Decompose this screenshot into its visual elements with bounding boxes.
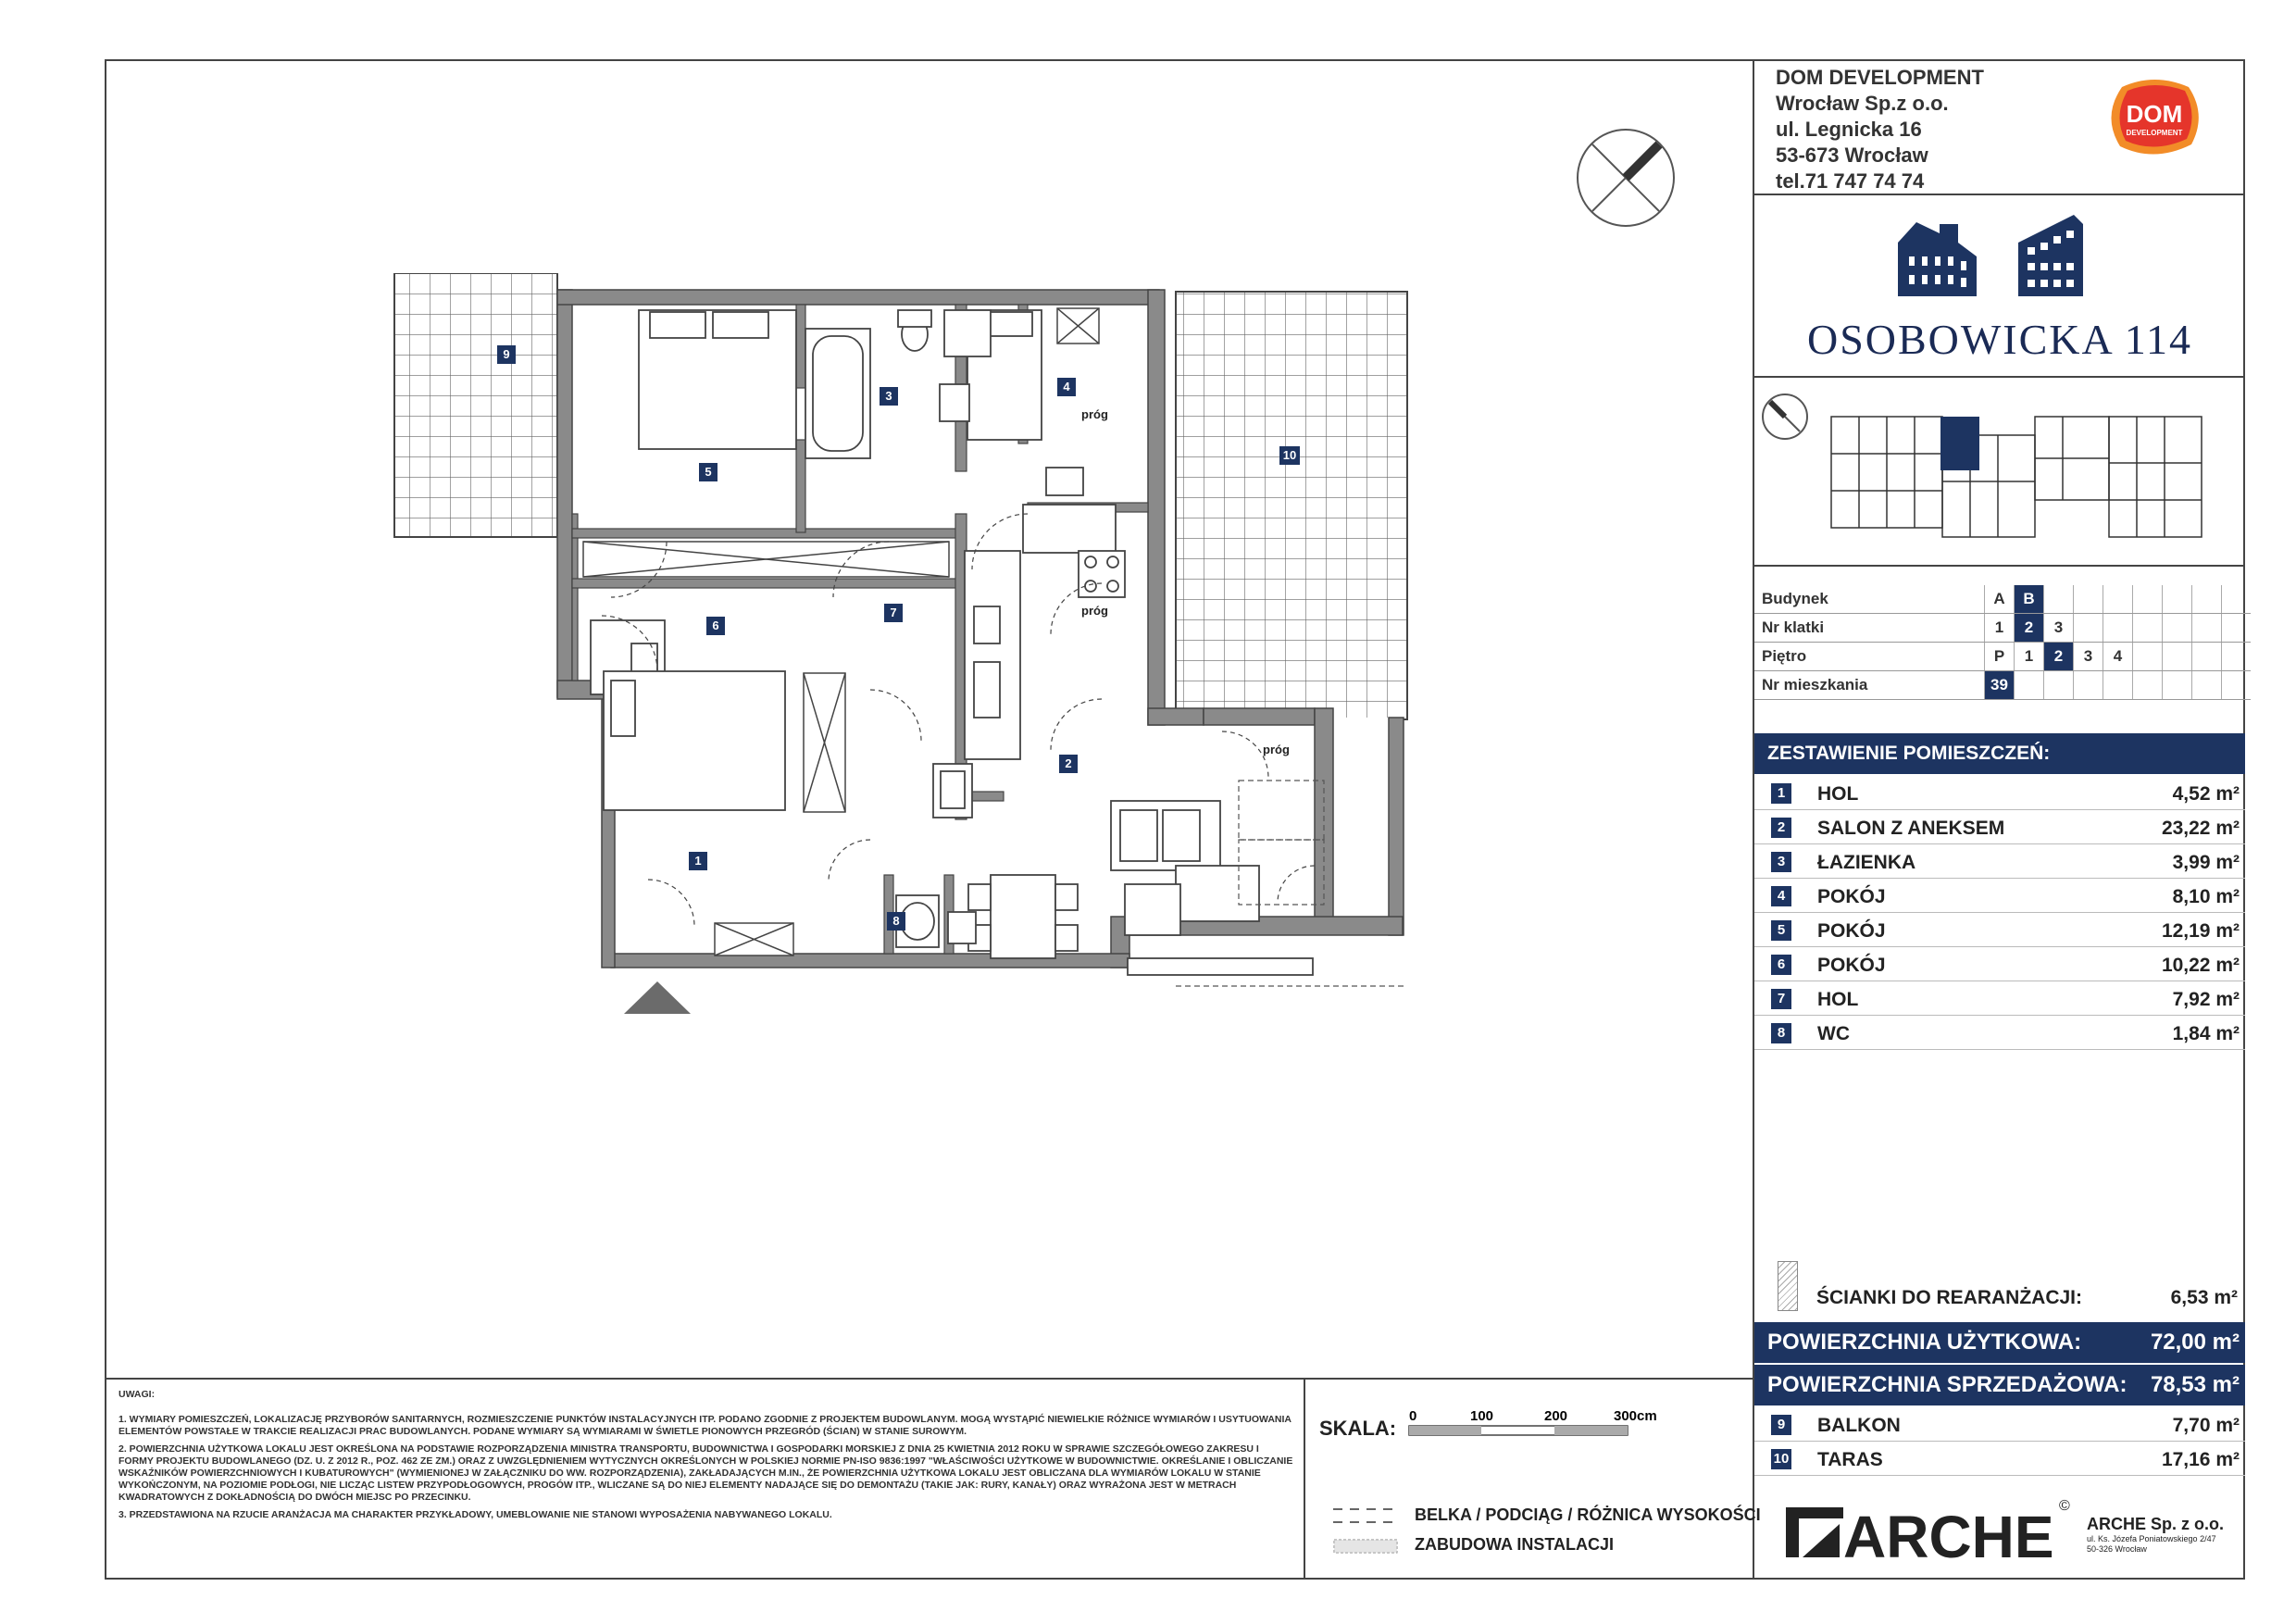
legend-installation-icon bbox=[1333, 1539, 1398, 1554]
room-name: POKÓJ bbox=[1817, 955, 1886, 976]
room-row bbox=[1754, 947, 2245, 981]
room-name: HOL bbox=[1817, 783, 1859, 805]
plan-label-4: 4 bbox=[1057, 378, 1076, 396]
threshold-label: próg bbox=[1081, 604, 1108, 618]
info-cell bbox=[2044, 671, 2074, 700]
walls-label: ŚCIANKI DO REARANŻACJI: bbox=[1816, 1287, 2083, 1308]
arche-copyright: © bbox=[2059, 1498, 2070, 1514]
floor-plan bbox=[389, 273, 1426, 1032]
info-cell bbox=[2133, 643, 2163, 671]
sale-area-bar bbox=[1754, 1365, 2245, 1405]
info-cell: 1 bbox=[2015, 643, 2044, 671]
plan-label-5: 5 bbox=[699, 463, 718, 481]
info-cell-selected: B bbox=[2015, 585, 2044, 614]
scale-tick-300: 300cm bbox=[1614, 1408, 1657, 1424]
project-title: OSOBOWICKA 114 bbox=[1806, 316, 2193, 363]
room-row bbox=[1754, 776, 2245, 810]
company-street: ul. Legnicka 16 bbox=[1776, 118, 1922, 141]
plan-label-6: 6 bbox=[706, 617, 725, 635]
plan-label-7: 7 bbox=[884, 604, 903, 622]
info-cell bbox=[2222, 614, 2252, 643]
keyplan-divider bbox=[1753, 565, 2245, 567]
notes-title: UWAGI: bbox=[119, 1389, 156, 1400]
info-row-pietro bbox=[1754, 643, 2251, 671]
compass-small-icon bbox=[1763, 394, 1807, 439]
arche-logo-text: ARCHE bbox=[1843, 1504, 2054, 1567]
info-cell bbox=[2133, 614, 2163, 643]
company-line2: Wrocław Sp.z o.o. bbox=[1776, 92, 1949, 115]
plan-label-2: 2 bbox=[1059, 755, 1078, 773]
logo-development-text: DEVELOPMENT bbox=[2126, 129, 2183, 137]
room-area: 4,52 m² bbox=[2172, 783, 2240, 805]
usable-area-label: POWIERZCHNIA UŻYTKOWA: bbox=[1767, 1330, 2082, 1355]
arche-logo bbox=[1782, 1502, 2060, 1567]
info-cell: 1 bbox=[1985, 614, 2015, 643]
room-row bbox=[1754, 1016, 2245, 1050]
sale-area-label: POWIERZCHNIA SPRZEDAŻOWA: bbox=[1767, 1372, 2128, 1397]
scale-label: SKALA: bbox=[1319, 1417, 1397, 1440]
project-divider bbox=[1753, 376, 2245, 378]
room-num: 3 bbox=[1771, 852, 1791, 872]
room-num: 1 bbox=[1771, 783, 1791, 804]
notes-divider bbox=[105, 1378, 1754, 1380]
room-name: ŁAZIENKA bbox=[1817, 852, 1916, 873]
info-row-budynek bbox=[1754, 585, 2251, 614]
dom-development-logo bbox=[2103, 78, 2205, 157]
note-1: 1. WYMIARY POMIESZCZEŃ, LOKALIZACJĘ PRZYBORÓW SANITARNYCH, ROZMIESZCZENIE PUNKTÓW INSTALACYJNYCH ITP. PODANO ZGODNIE Z PROJEKTEM BUDOWLANYM. MOGĄ WYSTĄPIĆ NIEWIELKIE RÓŻNICE WYMIARÓW I USYTUOWANIA ELEMENTÓW POWSTAŁE W TRAKCIE REALIZACJI PRAC BUDOWLANYCH. PODANE WYMIARY SĄ WYMIARAMI W ŚWIETLE PIONOWYCH PRZEGRÓD (ŚCIAN) W STANIE SUROWYM. bbox=[119, 1414, 1292, 1437]
room-row bbox=[1754, 810, 2245, 844]
info-cell bbox=[2103, 671, 2133, 700]
notes-block bbox=[119, 1389, 1294, 1527]
room-num: 7 bbox=[1771, 989, 1791, 1009]
plan-label-9: 9 bbox=[497, 345, 516, 364]
info-cell bbox=[2103, 614, 2133, 643]
legend-beam-label: BELKA / PODCIĄG / RÓŻNICA WYSOKOŚCI bbox=[1415, 1505, 1761, 1524]
room-num: 5 bbox=[1771, 920, 1791, 941]
room-area: 23,22 m² bbox=[2161, 818, 2240, 839]
room-num: 6 bbox=[1771, 955, 1791, 975]
entrance-arrow-icon bbox=[624, 981, 691, 1014]
info-cell bbox=[2192, 643, 2222, 671]
extra-area: 7,70 m² bbox=[2172, 1415, 2240, 1436]
info-cell bbox=[2192, 585, 2222, 614]
info-cell bbox=[2192, 671, 2222, 700]
key-plan bbox=[1757, 389, 2239, 556]
info-cell bbox=[2222, 643, 2252, 671]
info-cell bbox=[2103, 585, 2133, 614]
room-name: HOL bbox=[1817, 989, 1859, 1010]
legend-installation-label: ZABUDOWA INSTALACJI bbox=[1415, 1535, 1614, 1554]
plan-label-8: 8 bbox=[887, 912, 905, 931]
notes-scale-divider bbox=[1304, 1378, 1305, 1580]
room-row bbox=[1754, 913, 2245, 947]
room-area: 1,84 m² bbox=[2172, 1023, 2240, 1044]
room-area: 8,10 m² bbox=[2172, 886, 2240, 907]
info-cell bbox=[2015, 671, 2044, 700]
logo-dom-text: DOM bbox=[2126, 100, 2183, 128]
info-cell bbox=[2133, 671, 2163, 700]
note-2: 2. POWIERZCHNIA UŻYTKOWA LOKALU JEST OKREŚLONA NA PODSTAWIE ROZPORZĄDZENIA MINISTRA TRANSPORTU, BUDOWNICTWA I GOSPODARKI MORSKIEJ Z DNIA 25 KWIETNIA 2012 ROKU W SPRAWIE SZCZEGÓŁOWEGO ZAKRESU I FORMY PROJEKTU BUDOWLANEGO (DZ. U. Z 2012 R., POZ. 462 ZE ZM.) ORAZ Z UWZGLĘDNIENIEM WYTYCZNYCH OKREŚLONYCH W POLSKIEJ NORMIE PN-ISO 9836:1997 "WŁAŚCIWOŚCI UŻYTKOWE W BUDOWNICTWIE. OKREŚLANIE I OBLICZANIE WSKAŹNIKÓW POWIERZCHNIOWYCH I KUBATUROWYCH" (WYMIENIONEJ W ZAŁĄCZNIKU DO WW. ROZPORZĄDZENIA), ZAKŁADAJĄCYCH M.IN., ŻE POWIERZCHNIA UŻYTKOWA LOKALU JEST OBLICZANA DLA WYMIARÓW LOKALU W STANIE WYKOŃCZONYM, NA POZIOMIE PODŁOGI, NIE LICZĄC LISTEW PRZYPODŁOGOWYCH, PROGÓW ITP., WLICZANE SĄ DO NIEJ ELEMENTY NADAJĄCE SIĘ DO DEMONTAŻU (TAKIE JAK: RURY, KANAŁY) ORAZ WYRAŻONA JEST W METRACH KWADRATOWYCH Z DOKŁADNOŚCIĄ DO DWÓCH MIEJSC PO PRZECINKU. bbox=[119, 1443, 1293, 1503]
company-name: DOM DEVELOPMENT bbox=[1776, 66, 1984, 89]
room-area: 10,22 m² bbox=[2161, 955, 2240, 976]
terrace-10 bbox=[1176, 292, 1407, 719]
extras-list bbox=[1754, 1407, 2245, 1476]
room-name: WC bbox=[1817, 1023, 1850, 1044]
company-phone: tel.71 747 74 74 bbox=[1776, 169, 1925, 193]
plan-label-10: 10 bbox=[1279, 446, 1300, 465]
threshold-label: próg bbox=[1263, 743, 1290, 756]
scale-tick-100: 100 bbox=[1470, 1408, 1494, 1424]
walls-hatch-icon bbox=[1778, 1261, 1798, 1311]
room-num: 8 bbox=[1771, 1023, 1791, 1043]
apartment-info-table bbox=[1754, 585, 2251, 700]
room-name: SALON Z ANEKSEM bbox=[1817, 818, 2005, 839]
room-num: 4 bbox=[1771, 886, 1791, 906]
extra-num: 10 bbox=[1771, 1449, 1791, 1469]
info-cell bbox=[2133, 585, 2163, 614]
info-label: Piętro bbox=[1754, 643, 1985, 671]
threshold-label: próg bbox=[1081, 407, 1108, 421]
info-cell: 4 bbox=[2103, 643, 2133, 671]
info-cell bbox=[2222, 585, 2252, 614]
project-buildings-illustration bbox=[1889, 206, 2092, 298]
walls-area: 6,53 m² bbox=[2170, 1287, 2238, 1308]
info-cell: 3 bbox=[2044, 614, 2074, 643]
arche-address-1: ul. Ks. Józefa Poniatowskiego 2/47 bbox=[2087, 1534, 2216, 1543]
info-cell-selected: 2 bbox=[2044, 643, 2074, 671]
room-row bbox=[1754, 844, 2245, 879]
extra-row bbox=[1754, 1407, 2245, 1442]
extra-name: TARAS bbox=[1817, 1449, 1883, 1470]
info-cell bbox=[2163, 614, 2192, 643]
info-cell bbox=[2074, 671, 2103, 700]
info-cell: A bbox=[1985, 585, 2015, 614]
plan-label-3: 3 bbox=[880, 387, 898, 406]
extra-row bbox=[1754, 1442, 2245, 1476]
info-cell-selected: 2 bbox=[2015, 614, 2044, 643]
info-cell bbox=[2192, 614, 2222, 643]
info-cell-selected: 39 bbox=[1985, 671, 2015, 700]
north-compass-icon bbox=[1574, 126, 1678, 230]
info-cell: P bbox=[1985, 643, 2015, 671]
room-row bbox=[1754, 879, 2245, 913]
scale-tick-200: 200 bbox=[1544, 1408, 1568, 1424]
info-label: Nr mieszkania bbox=[1754, 671, 1985, 700]
info-label: Nr klatki bbox=[1754, 614, 1985, 643]
balcony-9 bbox=[394, 273, 557, 537]
note-3: 3. PRZEDSTAWIONA NA RZUCIE ARANŻACJA MA CHARAKTER PRZYKŁADOWY, UMEBLOWANIE NIE STANOWI WYPOSAŻENIA NABYWANEGO LOKALU. bbox=[119, 1509, 832, 1520]
sale-area-value: 78,53 m² bbox=[2150, 1372, 2240, 1397]
rooms-header: ZESTAWIENIE POMIESZCZEŃ: bbox=[1754, 733, 2245, 774]
room-name: POKÓJ bbox=[1817, 920, 1886, 942]
info-cell bbox=[2163, 671, 2192, 700]
usable-area-value: 72,00 m² bbox=[2150, 1330, 2240, 1355]
room-num: 2 bbox=[1771, 818, 1791, 838]
info-cell bbox=[2074, 585, 2103, 614]
room-area: 3,99 m² bbox=[2172, 852, 2240, 873]
scale-tick-0: 0 bbox=[1409, 1408, 1417, 1424]
info-cell bbox=[2163, 643, 2192, 671]
extra-area: 17,16 m² bbox=[2161, 1449, 2240, 1470]
info-row-klatka bbox=[1754, 614, 2251, 643]
plan-label-1: 1 bbox=[689, 852, 707, 870]
company-city: 53-673 Wrocław bbox=[1776, 144, 1928, 167]
arche-address-2: 50-326 Wrocław bbox=[2087, 1544, 2147, 1554]
info-row-mieszkanie bbox=[1754, 671, 2251, 700]
info-cell bbox=[2163, 585, 2192, 614]
info-cell bbox=[2074, 614, 2103, 643]
room-row bbox=[1754, 981, 2245, 1016]
scale-bar bbox=[1405, 1405, 1683, 1443]
rooms-list bbox=[1754, 776, 2245, 1050]
room-name: POKÓJ bbox=[1817, 886, 1886, 907]
company-address bbox=[1776, 65, 1984, 194]
room-area: 7,92 m² bbox=[2172, 989, 2240, 1010]
info-cell bbox=[2222, 671, 2252, 700]
extra-num: 9 bbox=[1771, 1415, 1791, 1435]
info-label: Budynek bbox=[1754, 585, 1985, 614]
usable-area-bar bbox=[1754, 1322, 2245, 1363]
legend-beam-icon bbox=[1333, 1507, 1398, 1526]
info-cell bbox=[2044, 585, 2074, 614]
info-cell: 3 bbox=[2074, 643, 2103, 671]
room-area: 12,19 m² bbox=[2161, 920, 2240, 942]
extra-name: BALKON bbox=[1817, 1415, 1901, 1436]
arche-name: ARCHE Sp. z o.o. bbox=[2087, 1515, 2224, 1533]
